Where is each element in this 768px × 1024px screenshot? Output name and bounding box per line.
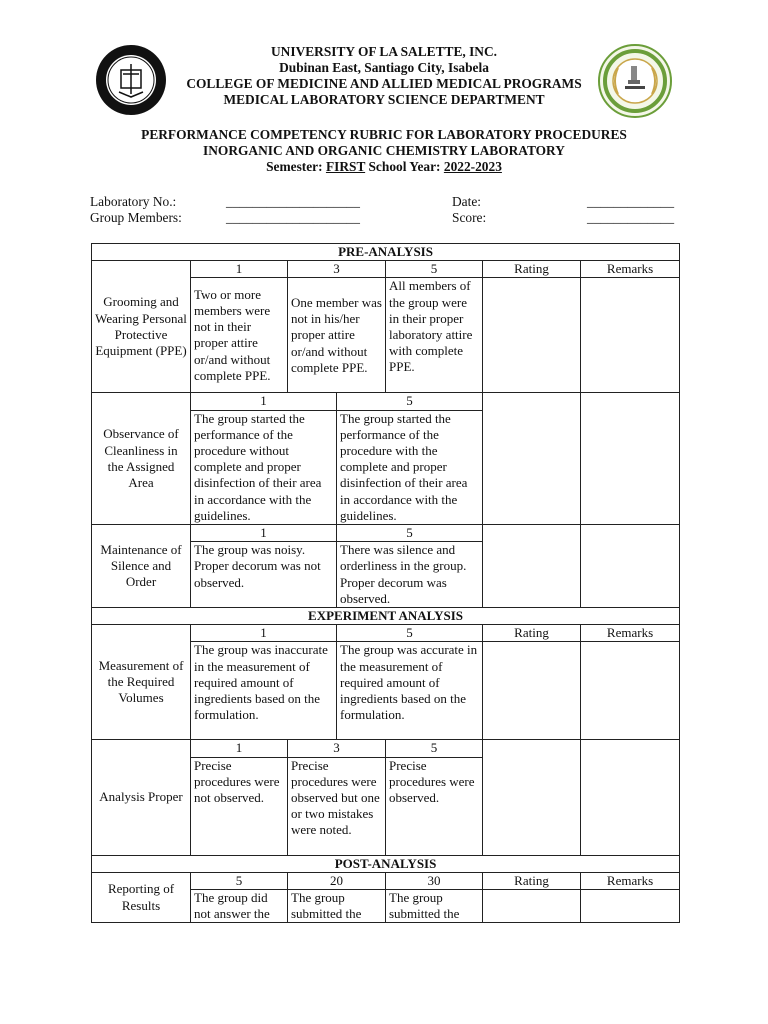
score-header: 1 [191,525,337,542]
descriptor-cell: There was silence and orderliness in the group. Proper decorum was observed. [337,542,483,608]
rubric-title-block [0,127,768,175]
date-blank[interactable]: _____________ [587,194,675,209]
school-year-value: 2022-2023 [443,159,502,174]
remarks-cell[interactable] [581,278,680,393]
score-blank[interactable]: _____________ [587,210,675,225]
score-header: 5 [386,261,483,278]
remarks-header: Remarks [581,872,680,889]
rating-cell[interactable] [483,890,581,923]
rating-cell[interactable] [483,740,581,855]
remarks-cell[interactable] [581,642,680,740]
score-header: 3 [288,261,386,278]
descriptor-cell: The group was noisy. Proper decorum was not observed. [191,542,337,608]
institution-header [0,44,768,108]
rating-cell[interactable] [483,393,581,525]
university-name: UNIVERSITY OF LA SALETTE, INC. [271,44,497,59]
score-header: 5 [337,393,483,410]
score-header: 1 [191,625,337,642]
descriptor-cell: One member was not in his/her proper attire or/and without complete PPE. [288,278,386,393]
descriptor-cell: Precise procedures were not observed. [191,757,288,855]
score-header: 30 [386,872,483,889]
remarks-cell[interactable] [581,740,680,855]
score-header: 5 [191,872,288,889]
score-header: 5 [337,525,483,542]
section-post-analysis: POST-ANALYSIS [92,855,680,872]
criterion-measurement: Measurement of the Required Volumes [92,625,191,740]
score-header: 20 [288,872,386,889]
semester-line [0,159,768,175]
college-name: COLLEGE OF MEDICINE AND ALLIED MEDICAL PROGRAMS [186,76,582,91]
course-title: INORGANIC AND ORGANIC CHEMISTRY LABORATORY [203,143,565,158]
descriptor-cell: The group was accurate in the measurement of required amount of ingredients based on the formulation. [337,642,483,740]
section-experiment-analysis: EXPERIMENT ANALYSIS [92,608,680,625]
score-label: Score: [452,210,487,225]
score-header: 3 [288,740,386,757]
rating-cell[interactable] [483,642,581,740]
remarks-cell[interactable] [581,525,680,608]
descriptor-cell: The group did not answer the [191,890,288,923]
descriptor-cell: All members of the group were in their proper laboratory attire with complete PPE. [386,278,483,393]
section-pre-analysis: PRE-ANALYSIS [92,244,680,261]
rating-cell[interactable] [483,278,581,393]
university-address: Dubinan East, Santiago City, Isabela [279,60,489,75]
school-year-label: School Year: [365,159,444,174]
remarks-header: Remarks [581,625,680,642]
descriptor-cell: The group started the performance of the procedure with the complete and proper disinfection of their area in accordance with the guidelines. [337,410,483,524]
score-header: 5 [337,625,483,642]
criterion-silence: Maintenance of Silence and Order [92,525,191,608]
descriptor-cell: The group was inaccurate in the measurement of required amount of ingredients based on the formulation. [191,642,337,740]
rating-header: Rating [483,872,581,889]
descriptor-cell: Two or more members were not in their proper attire or/and without complete PPE. [191,278,288,393]
criterion-ppe: Grooming and Wearing Personal Protective Equipment (PPE) [92,261,191,393]
rubric-table [91,243,680,923]
criterion-reporting: Reporting of Results [92,872,191,923]
descriptor-cell: The group submitted the [386,890,483,923]
descriptor-cell: Precise procedures were observed but one or two mistakes were noted. [288,757,386,855]
group-members-blank[interactable]: ____________________ [226,210,360,225]
score-header: 1 [191,393,337,410]
rating-header: Rating [483,625,581,642]
semester-value: FIRST [325,159,366,174]
semester-label: Semester: [266,159,326,174]
remarks-header: Remarks [581,261,680,278]
date-label: Date: [452,194,481,209]
lab-no-label: Laboratory No.: [90,194,177,209]
remarks-cell[interactable] [581,890,680,923]
remarks-cell[interactable] [581,393,680,525]
rubric-title: PERFORMANCE COMPETENCY RUBRIC FOR LABORATORY PROCEDURES [141,127,627,142]
score-header: 1 [191,740,288,757]
score-header: 1 [191,261,288,278]
department-name: MEDICAL LABORATORY SCIENCE DEPARTMENT [223,92,545,107]
group-members-label: Group Members: [90,210,182,225]
descriptor-cell: The group started the performance of the procedure without complete and proper disinfection of their area in accordance with the guidelines. [191,410,337,524]
rating-header: Rating [483,261,581,278]
rating-cell[interactable] [483,525,581,608]
lab-no-blank[interactable]: ____________________ [226,194,360,209]
descriptor-cell: Precise procedures were observed. [386,757,483,855]
criterion-analysis-proper: Analysis Proper [92,740,191,855]
criterion-cleanliness: Observance of Cleanliness in the Assigned Area [92,393,191,525]
descriptor-cell: The group submitted the [288,890,386,923]
score-header: 5 [386,740,483,757]
